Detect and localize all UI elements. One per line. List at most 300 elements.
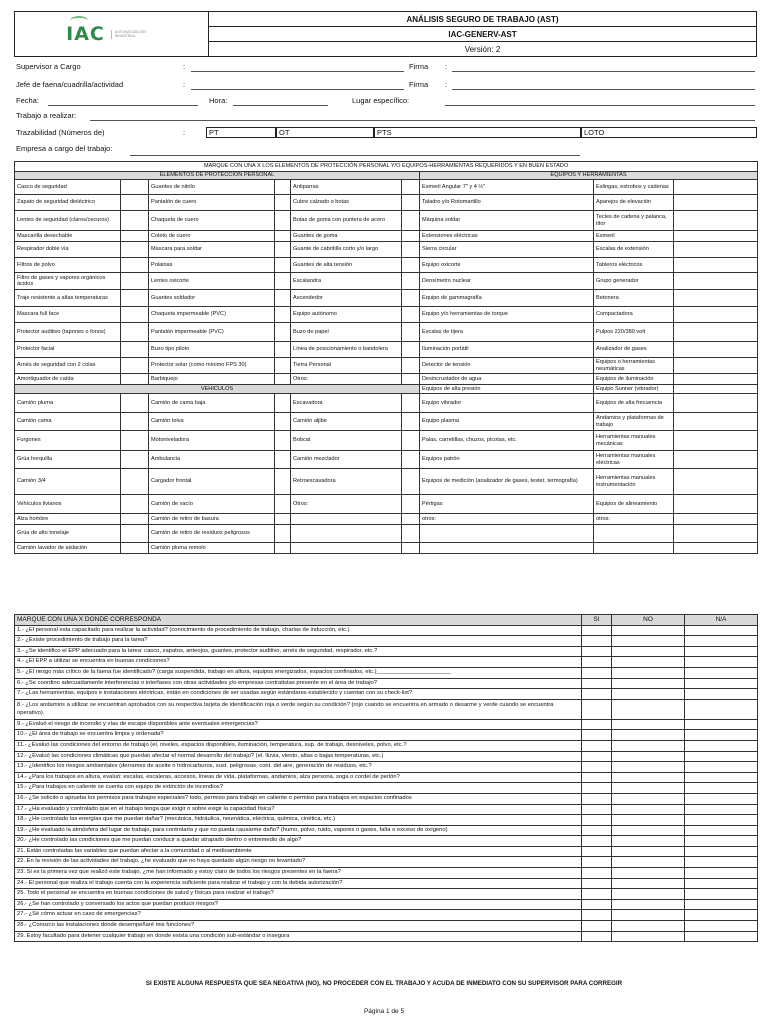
question-text: 15.- ¿Para trabajos en caliente se cuenta con equipo de extinción de incendios? bbox=[15, 783, 582, 794]
item-label: Eslingas, estrobos y cadenas bbox=[594, 180, 674, 195]
answer-no-cell[interactable] bbox=[612, 910, 685, 921]
answer-si-cell[interactable] bbox=[582, 772, 612, 783]
answer-na-cell[interactable] bbox=[685, 646, 758, 657]
item-label: Casco de seguridad bbox=[15, 180, 121, 195]
answer-no-cell[interactable] bbox=[612, 815, 685, 826]
question-text: 22. En la revisión de las actividades del trabajo, ¿he evaluado que no haya quedado algún riesgo no levantado? bbox=[15, 857, 582, 868]
item-checkbox[interactable] bbox=[402, 290, 420, 307]
item-checkbox[interactable] bbox=[402, 358, 420, 374]
answer-na-cell[interactable] bbox=[685, 730, 758, 741]
epp-row bbox=[15, 358, 758, 374]
item-checkbox[interactable] bbox=[275, 495, 291, 514]
checklist-row bbox=[15, 772, 758, 783]
item-label: Aparejos de elevación bbox=[594, 195, 674, 211]
epp-row bbox=[15, 273, 758, 290]
item-label: Otros: bbox=[291, 495, 402, 514]
answer-na-cell[interactable] bbox=[685, 815, 758, 826]
trazabilidad-label: Trazabilidad (Números de) bbox=[16, 128, 105, 137]
item-checkbox[interactable] bbox=[275, 342, 291, 358]
checklist-row bbox=[15, 931, 758, 942]
item-checkbox[interactable] bbox=[402, 342, 420, 358]
answer-no-cell[interactable] bbox=[612, 889, 685, 900]
pts-field[interactable]: PTS bbox=[374, 127, 581, 138]
epp-row bbox=[15, 180, 758, 195]
item-checkbox[interactable] bbox=[402, 495, 420, 514]
answer-si-cell[interactable] bbox=[582, 625, 612, 636]
document-code: IAC-GENERV-AST bbox=[209, 27, 756, 42]
item-checkbox[interactable] bbox=[121, 469, 149, 495]
question-text: 18.- ¿He controlado las energías que me puedan dañar? (mecánica, hidráulica, neumática, eléctrica, química, cinética, etc.) bbox=[15, 815, 582, 826]
item-checkbox[interactable] bbox=[674, 195, 758, 211]
item-checkbox[interactable] bbox=[275, 231, 291, 242]
checklist-row bbox=[15, 910, 758, 921]
item-checkbox[interactable] bbox=[674, 358, 758, 374]
item-label: Equipo plasma bbox=[420, 413, 594, 431]
item-label: Pantalón impermeable (PVC) bbox=[149, 323, 275, 342]
answer-no-cell[interactable] bbox=[612, 625, 685, 636]
answer-si-cell[interactable] bbox=[582, 657, 612, 668]
item-checkbox[interactable] bbox=[402, 469, 420, 495]
answer-si-cell[interactable] bbox=[582, 857, 612, 868]
supervisor-signature-field[interactable] bbox=[452, 71, 755, 72]
answer-no-cell[interactable] bbox=[612, 636, 685, 647]
hora-field[interactable] bbox=[233, 105, 328, 106]
question-text: 19.- ¿He evaluado la atmósfera del lugar de trabajo, para controlarla y que no pueda causarme daño? (humo, polvo, ruido, vapores o gases, falta o exceso de oxígeno) bbox=[15, 825, 582, 836]
epp-section-header: ELEMENTOS DE PROTECCION PERSONAL bbox=[15, 172, 420, 180]
answer-na-cell[interactable] bbox=[685, 825, 758, 836]
answer-si-cell[interactable] bbox=[582, 815, 612, 826]
answer-si-cell[interactable] bbox=[582, 889, 612, 900]
checklist-row bbox=[15, 678, 758, 689]
trabajo-field[interactable] bbox=[90, 120, 755, 121]
item-label: Mascara full face bbox=[15, 307, 121, 323]
answer-na-cell[interactable] bbox=[685, 699, 758, 719]
item-checkbox[interactable] bbox=[121, 525, 149, 543]
supervisor-field[interactable] bbox=[191, 71, 404, 72]
item-checkbox[interactable] bbox=[402, 451, 420, 469]
item-checkbox[interactable] bbox=[674, 514, 758, 525]
item-checkbox[interactable] bbox=[674, 290, 758, 307]
answer-si-cell[interactable] bbox=[582, 667, 612, 678]
answer-si-cell[interactable] bbox=[582, 699, 612, 719]
colon: : bbox=[183, 128, 186, 137]
item-checkbox[interactable] bbox=[275, 290, 291, 307]
question-text: 4.- ¿El EPP a utilizar se encuentra en buenas condiciones? bbox=[15, 657, 582, 668]
answer-si-cell[interactable] bbox=[582, 740, 612, 751]
item-label: Protector solar (como mínimo FPS 30) bbox=[149, 358, 275, 374]
answer-si-cell[interactable] bbox=[582, 730, 612, 741]
answer-no-cell[interactable] bbox=[612, 804, 685, 815]
colon: : bbox=[183, 62, 186, 71]
item-checkbox[interactable] bbox=[121, 431, 149, 451]
item-checkbox[interactable] bbox=[275, 525, 291, 543]
answer-no-cell[interactable] bbox=[612, 740, 685, 751]
item-checkbox[interactable] bbox=[674, 525, 758, 543]
logo-mark bbox=[66, 23, 105, 45]
item-label: Buzo tipo piloto bbox=[149, 342, 275, 358]
answer-na-cell[interactable] bbox=[685, 689, 758, 700]
answer-no-cell[interactable] bbox=[612, 921, 685, 932]
answer-no-cell[interactable] bbox=[612, 657, 685, 668]
checklist-row bbox=[15, 793, 758, 804]
checklist-row bbox=[15, 689, 758, 700]
item-label: Camión de vacío bbox=[149, 495, 275, 514]
item-checkbox[interactable] bbox=[121, 394, 149, 413]
item-label: Camión tolva bbox=[149, 413, 275, 431]
item-checkbox[interactable] bbox=[275, 431, 291, 451]
ot-field[interactable]: OT bbox=[276, 127, 374, 138]
item-checkbox[interactable] bbox=[674, 242, 758, 258]
equipment-section-header: EQUIPOS Y HERRAMIENTAS bbox=[420, 172, 758, 180]
item-checkbox[interactable] bbox=[121, 211, 149, 231]
item-checkbox[interactable] bbox=[275, 374, 291, 385]
answer-na-cell[interactable] bbox=[685, 846, 758, 857]
item-checkbox[interactable] bbox=[402, 323, 420, 342]
answer-no-cell[interactable] bbox=[612, 836, 685, 847]
item-checkbox[interactable] bbox=[674, 323, 758, 342]
answer-na-cell[interactable] bbox=[685, 678, 758, 689]
item-label: Barbiquejo bbox=[149, 374, 275, 385]
answer-si-cell[interactable] bbox=[582, 762, 612, 773]
item-label: Palas, carretillas, chuzos, picotas, etc. bbox=[420, 431, 594, 451]
item-checkbox[interactable] bbox=[121, 323, 149, 342]
item-checkbox[interactable] bbox=[674, 451, 758, 469]
lugar-label: Lugar específico: bbox=[352, 96, 410, 105]
answer-no-cell[interactable] bbox=[612, 646, 685, 657]
checklist-row bbox=[15, 625, 758, 636]
item-checkbox[interactable] bbox=[402, 195, 420, 211]
colon: : bbox=[445, 80, 448, 89]
item-checkbox[interactable] bbox=[674, 211, 758, 231]
item-label bbox=[291, 543, 402, 554]
answer-na-cell[interactable] bbox=[685, 878, 758, 889]
answer-si-cell[interactable] bbox=[582, 836, 612, 847]
answer-si-cell[interactable] bbox=[582, 678, 612, 689]
item-checkbox[interactable] bbox=[275, 514, 291, 525]
item-checkbox[interactable] bbox=[275, 258, 291, 273]
item-label: Bobcat bbox=[291, 431, 402, 451]
item-label: Camión aljibe bbox=[291, 413, 402, 431]
item-label: Tableros eléctricos bbox=[594, 258, 674, 273]
answer-na-cell[interactable] bbox=[685, 636, 758, 647]
item-label: Detector de tensión bbox=[420, 358, 594, 374]
item-checkbox[interactable] bbox=[402, 394, 420, 413]
answer-na-cell[interactable] bbox=[685, 772, 758, 783]
answer-si-cell[interactable] bbox=[582, 868, 612, 879]
item-checkbox[interactable] bbox=[674, 231, 758, 242]
answer-si-cell[interactable] bbox=[582, 931, 612, 942]
item-label bbox=[420, 525, 594, 543]
item-checkbox[interactable] bbox=[121, 231, 149, 242]
item-label: Furgones bbox=[15, 431, 121, 451]
answer-si-cell[interactable] bbox=[582, 646, 612, 657]
epp-row bbox=[15, 211, 758, 231]
answer-na-cell[interactable] bbox=[685, 783, 758, 794]
item-label: Equipos de alineamiento bbox=[594, 495, 674, 514]
answer-no-cell[interactable] bbox=[612, 667, 685, 678]
checklist-row bbox=[15, 751, 758, 762]
item-checkbox[interactable] bbox=[402, 180, 420, 195]
item-checkbox[interactable] bbox=[121, 358, 149, 374]
answer-no-cell[interactable] bbox=[612, 931, 685, 942]
question-text: 9.- ¿Evaluó el riesgo de incendio y vías de escape disponibles ante eventuales emergencias? bbox=[15, 719, 582, 730]
item-checkbox[interactable] bbox=[121, 273, 149, 290]
item-checkbox[interactable] bbox=[275, 307, 291, 323]
item-label: Coleto de cuero bbox=[149, 231, 275, 242]
answer-si-cell[interactable] bbox=[582, 804, 612, 815]
item-label: Camión cama bbox=[15, 413, 121, 431]
item-checkbox[interactable] bbox=[402, 514, 420, 525]
answer-na-cell[interactable] bbox=[685, 836, 758, 847]
item-label: Chaqueta de cuero bbox=[149, 211, 275, 231]
hora-label: Hora: bbox=[209, 96, 228, 105]
item-checkbox[interactable] bbox=[121, 258, 149, 273]
vehicle-row bbox=[15, 451, 758, 469]
item-label: Herramientas manuales eléctricas bbox=[594, 451, 674, 469]
question-text: 8.- ¿Los andamios a utilizar se encuentran aprobados con su respectiva tarjeta de identificación roja o verde según su condición? (rojo cuando se encuentra en armado o desarme y verde cuando se encuentra operativo). bbox=[15, 699, 582, 719]
answer-no-cell[interactable] bbox=[612, 689, 685, 700]
checklist-row bbox=[15, 719, 758, 730]
checklist-row bbox=[15, 636, 758, 647]
item-checkbox[interactable] bbox=[674, 180, 758, 195]
answer-no-cell[interactable] bbox=[612, 783, 685, 794]
answer-na-cell[interactable] bbox=[685, 804, 758, 815]
item-checkbox[interactable] bbox=[121, 342, 149, 358]
item-checkbox[interactable] bbox=[674, 385, 758, 394]
item-checkbox[interactable] bbox=[674, 543, 758, 554]
answer-si-cell[interactable] bbox=[582, 910, 612, 921]
question-text: 28.- ¿Conozco las instalaciones donde desempeñaré mis funciones? bbox=[15, 921, 582, 932]
answer-na-cell[interactable] bbox=[685, 657, 758, 668]
item-checkbox[interactable] bbox=[674, 394, 758, 413]
item-checkbox[interactable] bbox=[674, 342, 758, 358]
item-label: Equipo de gammagrafía bbox=[420, 290, 594, 307]
answer-na-cell[interactable] bbox=[685, 793, 758, 804]
vehicle-row bbox=[15, 525, 758, 543]
item-label: Grúa horquilla bbox=[15, 451, 121, 469]
checklist-row bbox=[15, 667, 758, 678]
item-label bbox=[291, 525, 402, 543]
question-text: 1.- ¿El personal esta capacitado para realizar la actividad? (conocimiento de procedimiento de trabajo, charlas de inducción, etc.) bbox=[15, 625, 582, 636]
answer-na-cell[interactable] bbox=[685, 931, 758, 942]
question-text: 29. Estoy facultado para detener cualquier trabajo en donde exista una condición sub-estándar o insegura bbox=[15, 931, 582, 942]
grid-section-row bbox=[15, 172, 758, 180]
answer-na-cell[interactable] bbox=[685, 719, 758, 730]
answer-no-cell[interactable] bbox=[612, 699, 685, 719]
question-text: 11.- ¿Evaluó las condiciones del entorno de trabajo (el, niveles, espacios disponibles, iluminación, temperatura, sup. de trabajo, desniveles, polvo, etc.? bbox=[15, 740, 582, 751]
item-checkbox[interactable] bbox=[674, 469, 758, 495]
item-label: otros: bbox=[594, 514, 674, 525]
answer-no-cell[interactable] bbox=[612, 878, 685, 889]
item-label: Buzo de papel bbox=[291, 323, 402, 342]
item-label: Equipo autónomo bbox=[291, 307, 402, 323]
epp-row bbox=[15, 258, 758, 273]
answer-si-cell[interactable] bbox=[582, 793, 612, 804]
question-text: 26.- ¿Se han controlado y conversado los actos que puedan producir riesgos? bbox=[15, 899, 582, 910]
item-label: Equipos de alta presión bbox=[420, 385, 594, 394]
item-label: Esmeril bbox=[594, 231, 674, 242]
answer-na-cell[interactable] bbox=[685, 667, 758, 678]
item-label: Amortiguador de caída bbox=[15, 374, 121, 385]
answer-no-cell[interactable] bbox=[612, 730, 685, 741]
loto-field[interactable]: LOTO bbox=[581, 127, 757, 138]
item-label: Camión pluma remolo bbox=[149, 543, 275, 554]
item-checkbox[interactable] bbox=[402, 374, 420, 385]
item-checkbox[interactable] bbox=[275, 451, 291, 469]
item-label: Cargador frontal bbox=[149, 469, 275, 495]
item-checkbox[interactable] bbox=[275, 242, 291, 258]
item-checkbox[interactable] bbox=[275, 211, 291, 231]
no-header: NO bbox=[612, 615, 685, 626]
item-label: Otros: bbox=[291, 374, 402, 385]
item-checkbox[interactable] bbox=[402, 307, 420, 323]
item-label: Camión de retiro de basura bbox=[149, 514, 275, 525]
answer-si-cell[interactable] bbox=[582, 751, 612, 762]
empresa-label: Empresa a cargo del trabajo: bbox=[16, 144, 113, 153]
item-label: Desincrustador de agua bbox=[420, 374, 594, 385]
item-checkbox[interactable] bbox=[674, 495, 758, 514]
item-checkbox[interactable] bbox=[402, 525, 420, 543]
epp-equipment-table bbox=[14, 161, 758, 554]
answer-no-cell[interactable] bbox=[612, 762, 685, 773]
item-checkbox[interactable] bbox=[275, 469, 291, 495]
question-text: 5.- ¿El riesgo más crítico de la faena fue identificado? (carga suspendida, trabajo en altura, equipos energizados, espacios confinados, etc.)_______________________ bbox=[15, 667, 582, 678]
item-checkbox[interactable] bbox=[402, 258, 420, 273]
epp-row bbox=[15, 290, 758, 307]
item-checkbox[interactable] bbox=[402, 211, 420, 231]
item-checkbox[interactable] bbox=[674, 374, 758, 385]
answer-si-cell[interactable] bbox=[582, 878, 612, 889]
item-checkbox[interactable] bbox=[121, 307, 149, 323]
item-checkbox[interactable] bbox=[121, 374, 149, 385]
item-checkbox[interactable] bbox=[674, 258, 758, 273]
answer-no-cell[interactable] bbox=[612, 678, 685, 689]
answer-si-cell[interactable] bbox=[582, 636, 612, 647]
answer-na-cell[interactable] bbox=[685, 921, 758, 932]
item-label: Guantes de goma bbox=[291, 231, 402, 242]
vehicles-header-row bbox=[15, 385, 758, 394]
item-checkbox[interactable] bbox=[275, 273, 291, 290]
answer-na-cell[interactable] bbox=[685, 899, 758, 910]
item-checkbox[interactable] bbox=[402, 413, 420, 431]
answer-si-cell[interactable] bbox=[582, 783, 612, 794]
item-checkbox[interactable] bbox=[402, 543, 420, 554]
item-checkbox[interactable] bbox=[275, 413, 291, 431]
item-checkbox[interactable] bbox=[121, 180, 149, 195]
item-checkbox[interactable] bbox=[674, 273, 758, 290]
answer-na-cell[interactable] bbox=[685, 751, 758, 762]
answer-na-cell[interactable] bbox=[685, 910, 758, 921]
item-checkbox[interactable] bbox=[402, 273, 420, 290]
document-header bbox=[14, 11, 757, 57]
answer-si-cell[interactable] bbox=[582, 719, 612, 730]
answer-na-cell[interactable] bbox=[685, 868, 758, 879]
answer-si-cell[interactable] bbox=[582, 846, 612, 857]
question-text: 10.- ¿El área de trabajo se encuentra limpia y ordenada? bbox=[15, 730, 582, 741]
item-checkbox[interactable] bbox=[674, 307, 758, 323]
item-checkbox[interactable] bbox=[121, 195, 149, 211]
answer-no-cell[interactable] bbox=[612, 793, 685, 804]
item-checkbox[interactable] bbox=[121, 543, 149, 554]
item-checkbox[interactable] bbox=[275, 394, 291, 413]
item-label: Filtros de polvo bbox=[15, 258, 121, 273]
item-checkbox[interactable] bbox=[121, 514, 149, 525]
item-checkbox[interactable] bbox=[402, 231, 420, 242]
item-label: Excavadora bbox=[291, 394, 402, 413]
item-checkbox[interactable] bbox=[402, 242, 420, 258]
answer-si-cell[interactable] bbox=[582, 899, 612, 910]
answer-no-cell[interactable] bbox=[612, 899, 685, 910]
item-label: Pulpos 220/380 volt bbox=[594, 323, 674, 342]
item-checkbox[interactable] bbox=[121, 451, 149, 469]
item-label: Grupo generador bbox=[594, 273, 674, 290]
item-checkbox[interactable] bbox=[674, 413, 758, 431]
jefe-signature-field[interactable] bbox=[452, 89, 755, 90]
answer-no-cell[interactable] bbox=[612, 719, 685, 730]
empresa-field[interactable] bbox=[130, 155, 580, 156]
item-label: Equipo oxicorte bbox=[420, 258, 594, 273]
item-label: Escalandra bbox=[291, 273, 402, 290]
answer-si-cell[interactable] bbox=[582, 825, 612, 836]
item-checkbox[interactable] bbox=[275, 323, 291, 342]
item-checkbox[interactable] bbox=[121, 290, 149, 307]
answer-no-cell[interactable] bbox=[612, 868, 685, 879]
pt-field[interactable]: PT bbox=[206, 127, 276, 138]
fecha-field[interactable] bbox=[48, 105, 198, 106]
answer-na-cell[interactable] bbox=[685, 889, 758, 900]
item-checkbox[interactable] bbox=[121, 242, 149, 258]
item-label: Grúa de alto tonelaje bbox=[15, 525, 121, 543]
answer-si-cell[interactable] bbox=[582, 921, 612, 932]
item-checkbox[interactable] bbox=[275, 195, 291, 211]
item-checkbox[interactable] bbox=[121, 495, 149, 514]
answer-na-cell[interactable] bbox=[685, 857, 758, 868]
answer-no-cell[interactable] bbox=[612, 751, 685, 762]
answer-no-cell[interactable] bbox=[612, 772, 685, 783]
item-checkbox[interactable] bbox=[402, 431, 420, 451]
item-label: Retroexcavadora bbox=[291, 469, 402, 495]
logo-subtitle: AUTOMATIZACIÓN INDUSTRIAL bbox=[111, 30, 157, 39]
checklist-row bbox=[15, 699, 758, 719]
lugar-field[interactable] bbox=[445, 105, 755, 106]
answer-no-cell[interactable] bbox=[612, 825, 685, 836]
item-checkbox[interactable] bbox=[275, 543, 291, 554]
answer-na-cell[interactable] bbox=[685, 625, 758, 636]
item-label: Polainas bbox=[149, 258, 275, 273]
item-label: Equipos patrón bbox=[420, 451, 594, 469]
answer-na-cell[interactable] bbox=[685, 762, 758, 773]
item-checkbox[interactable] bbox=[275, 358, 291, 374]
item-label: Escalas de extensión bbox=[594, 242, 674, 258]
answer-si-cell[interactable] bbox=[582, 689, 612, 700]
grid-instruction: MARQUE CON UNA X LOS ELEMENTOS DE PROTECCIÓN PERSONAL Y/O EQUIPOS-HERRAMIENTAS REQUERIDOS Y EN BUEN ESTADO bbox=[15, 162, 758, 172]
item-label: Zapato de seguridad dieléctrico bbox=[15, 195, 121, 211]
answer-no-cell[interactable] bbox=[612, 846, 685, 857]
item-label: Motoniveladora bbox=[149, 431, 275, 451]
item-checkbox[interactable] bbox=[674, 431, 758, 451]
epp-row bbox=[15, 374, 758, 385]
answer-no-cell[interactable] bbox=[612, 857, 685, 868]
jefe-field[interactable] bbox=[191, 89, 404, 90]
vehicle-row bbox=[15, 394, 758, 413]
item-checkbox[interactable] bbox=[275, 180, 291, 195]
answer-na-cell[interactable] bbox=[685, 740, 758, 751]
checklist-row bbox=[15, 921, 758, 932]
item-checkbox[interactable] bbox=[121, 413, 149, 431]
supervisor-label: Supervisor a Cargo bbox=[16, 62, 81, 71]
document-title: ANÁLISIS SEGURO DE TRABAJO (AST) bbox=[209, 12, 756, 27]
item-label: Betonera bbox=[594, 290, 674, 307]
